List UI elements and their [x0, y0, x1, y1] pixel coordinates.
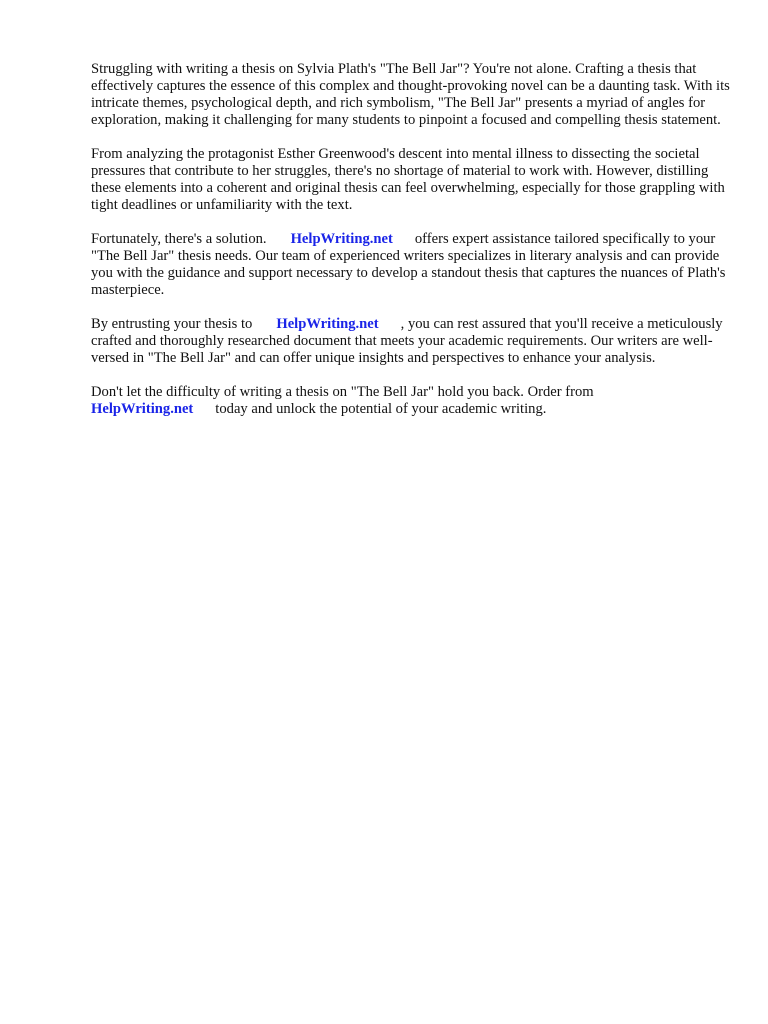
paragraph-entrusting	[91, 316, 731, 367]
helpwriting-link-2[interactable]: HelpWriting.net	[276, 316, 379, 332]
document-body	[91, 61, 731, 435]
paragraph-entrusting-lead: By entrusting your thesis to	[91, 316, 253, 332]
paragraph-entrusting-rest: , you can rest assured that you'll receive a meticulously crafted and thoroughly researched document that meets your academic requirements. Our writers are well-versed in "The Bell Jar" and can offer unique insights and perspectives to enhance your analysis.	[91, 316, 723, 366]
paragraph-cta-rest: today and unlock the potential of your academic writing.	[215, 401, 547, 417]
paragraph-solution-rest: offers expert assistance tailored specifically to your "The Bell Jar" thesis needs. Our team of experienced writers specializes in literary analysis and can provide you with the guidance and support necessary to develop a standout thesis that captures the nuances of Plath's masterpiece.	[91, 231, 726, 298]
paragraph-intro: Struggling with writing a thesis on Sylvia Plath's "The Bell Jar"? You're not alone. Crafting a thesis that effectively captures the essence of this complex and thought-provoking novel can be a daunting task. With its intricate themes, psychological depth, and rich symbolism, "The Bell Jar" presents a myriad of angles for exploration, making it challenging for many students to pinpoint a focused and compelling thesis statement.	[91, 61, 730, 128]
helpwriting-link-1[interactable]: HelpWriting.net	[290, 231, 393, 247]
paragraph-solution-lead: Fortunately, there's a solution.	[91, 231, 267, 247]
paragraph-analysis: From analyzing the protagonist Esther Greenwood's descent into mental illness to dissecting the societal pressures that contribute to her struggles, there's no shortage of material to work with. However, distilling these elements into a coherent and original thesis can feel overwhelming, especially for those grappling with tight deadlines or unfamiliarity with the text.	[91, 146, 725, 213]
paragraph-cta-lead: Don't let the difficulty of writing a thesis on "The Bell Jar" hold you back. Order from	[91, 384, 594, 400]
paragraph-call-to-action	[91, 384, 731, 418]
paragraph-solution	[91, 231, 731, 299]
helpwriting-link-3[interactable]: HelpWriting.net	[91, 401, 194, 417]
